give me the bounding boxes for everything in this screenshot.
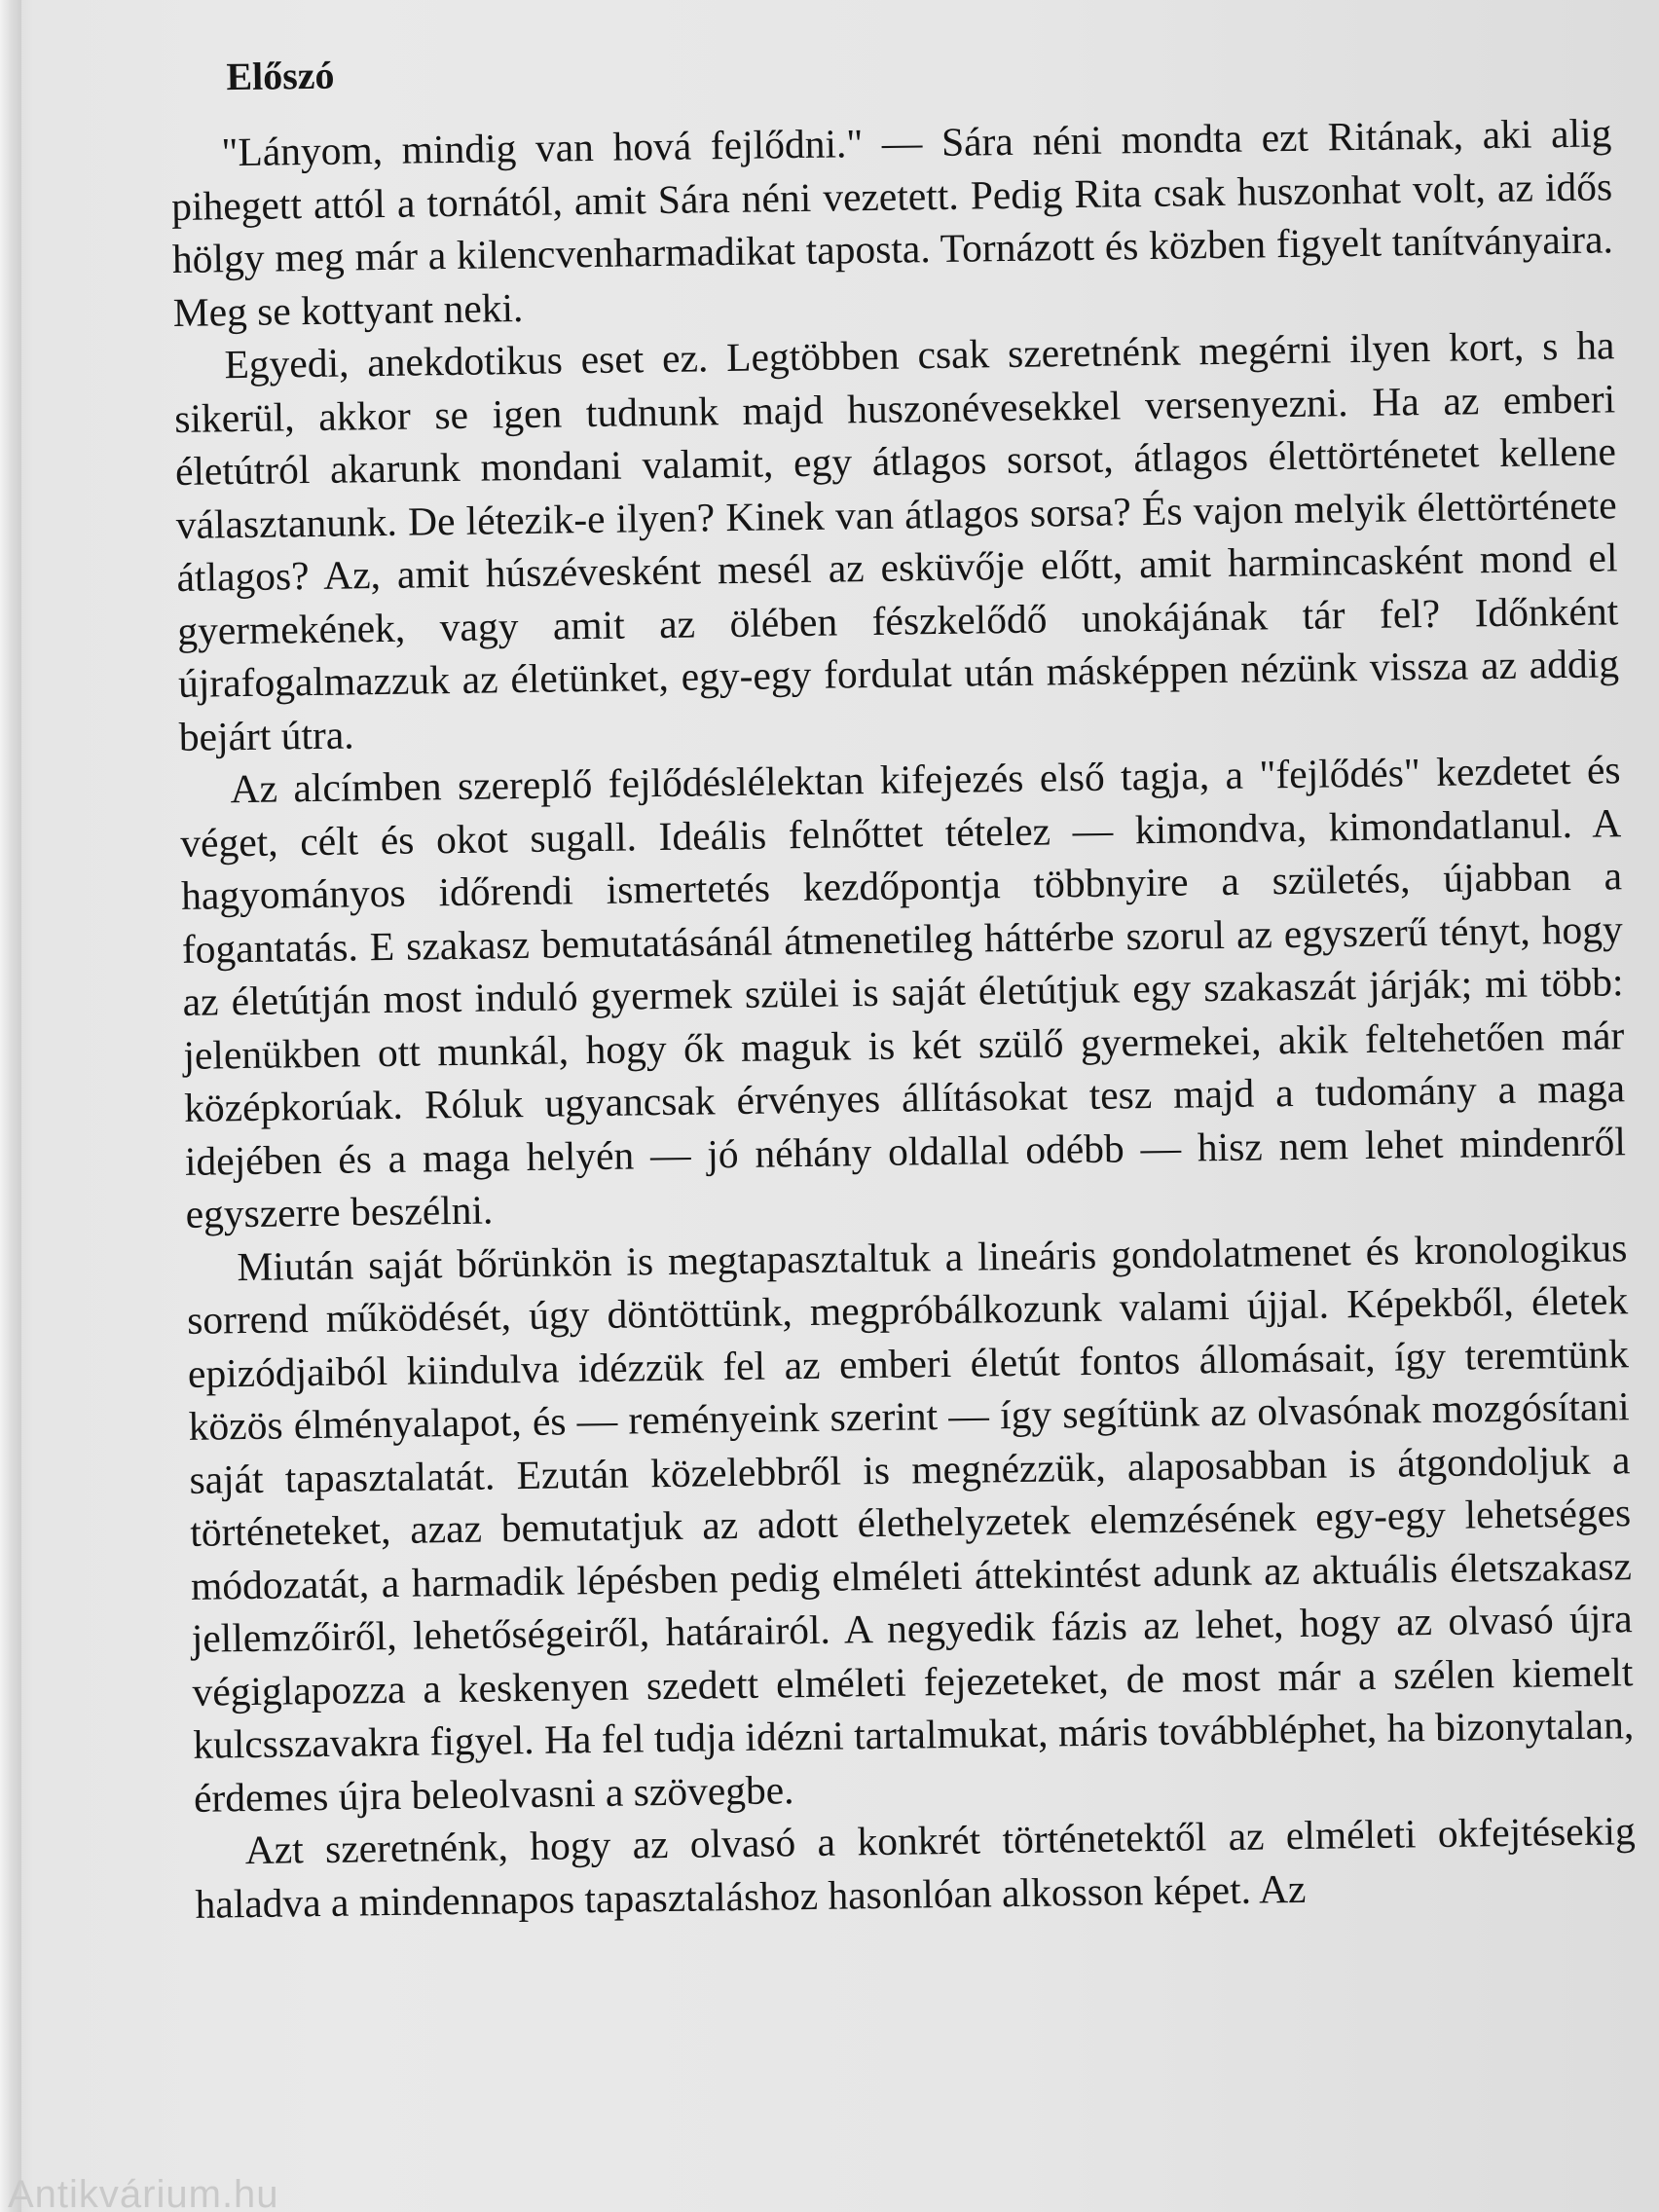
- paragraph-2: Egyedi, anekdotikus eset ez. Legtöbben csak szeretnénk megérni ilyen kort, s ha sikerül, akkor se igen tudnunk majd huszonévesekkel versenyezni. Ha az emberi életútról akarunk mondani valamit, egy átlagos sorsot, átlagos élettörténetet kellene választanunk. De létezik-e ilyen? Kinek van átlagos sorsa? És vajon melyik élettörténete átlagos? Az, amit húszévesként mesél az esküvője előtt, amit harmincasként mond el gyermekének, vagy amit az ölében fészkelődő unokájának tár fel? Időnként újrafogalmazzuk az életünket, egy-egy fordulat után másképpen nézünk vissza az addig bejárt útra.: [173, 322, 1620, 759]
- paragraph-4: Miután saját bőrünkön is megtapasztaltuk a lineáris gondolatmenet és kronologikus sorrend működését, úgy döntöttünk, megpróbálkozunk valami újjal. Képekből, életek epizódjaiból kiindulva idézzük fel az emberi életút fontos állomásait, így teremtünk közös élményalapot, és — reményeink szerint — így segítünk az olvasónak mozgósítani saját tapasztalatát. Ezután közelebbről is megnézzük, alaposabban is átgondoljuk a történeteket, azaz bemutatjuk az adott élethelyzetek elemzésének egy-egy lehetséges módozatát, a harmadik lépésben pedig elméleti áttekintést adunk az aktuális életszakasz jellemzőiről, lehetőségeiről, határairól. A negyedik fázis az lehet, hogy az olvasó újra végiglapozza a keskenyen szedett elméleti fejezeteket, de most már a szélen kiemelt kulcsszavakra figyel. Ha fel tudja idézni tartalmukat, máris továbbléphet, ha bizonytalan, érdemes újra beleolvasni a szövegbe.: [186, 1224, 1635, 1821]
- page-left-edge: [0, 0, 21, 2212]
- paragraph-5: Azt szeretnénk, hogy az olvasó a konkrét történetektől az elméleti okfejtésekig haladva a mindennapos tapasztaláshoz hasonlóan alkosson képet. Az: [195, 1808, 1636, 1927]
- text-block: [169, 30, 1637, 1930]
- paragraph-1: "Lányom, mindig van hová fejlődni." — Sára néni mondta ezt Ritának, aki alig pihegett attól a tornától, amit Sára néni vezetett. Pedig Rita csak huszonhat volt, az idős hölgy meg már a kilencvenharmadikat taposta. Tornázott és közben figyelt tanítványaira. Meg se kottyant neki.: [170, 110, 1614, 335]
- paragraph-3: Az alcímben szereplő fejlődéslélektan kifejezés első tagja, a "fejlődés" kezdetet és véget, célt és okot sugall. Ideális felnőttet tételez — kimondva, kimondatlanul. A hagyományos időrendi ismertetés kezdőpontja többnyire a születés, újabban a fogantatás. E szakasz bemutatásánál átmenetileg háttérbe szorul az egyszerű tényt, hogy az életútján most induló gyermek szülei is saját életútjuk egy szakaszát járják; mi több: jelenükben ott munkál, hogy ők maguk is két szülő gyermekei, akik feltehetően már középkorúak. Róluk ugyancsak érvényes állításokat tesz majd a tudomány a maga idejében és a maga helyén — jó néhány oldallal odébb — hisz nem lehet mindenről egyszerre beszélni.: [180, 747, 1627, 1236]
- watermark: Antikvárium.hu: [8, 2173, 279, 2212]
- page-title: Előszó: [226, 53, 335, 99]
